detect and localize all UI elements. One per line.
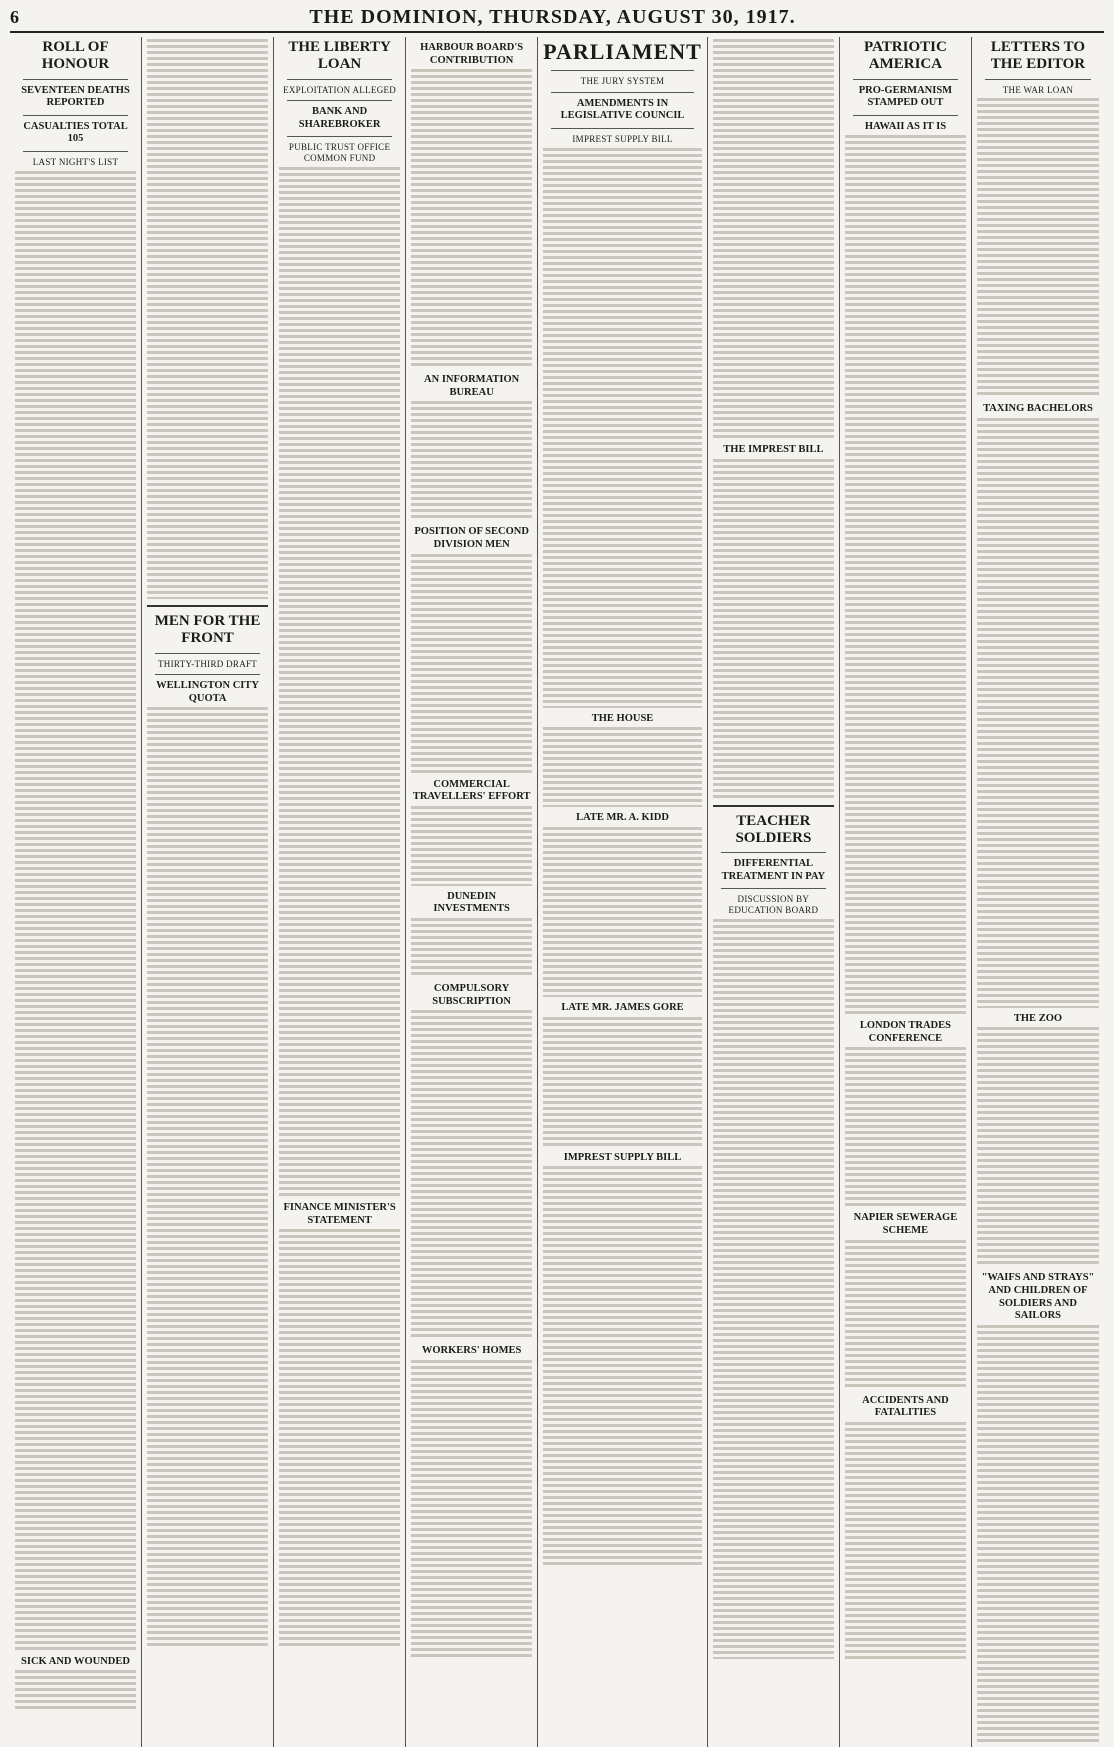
subhead: POSITION OF SECOND DIVISION MEN [414, 526, 529, 550]
column-1 [10, 37, 142, 1747]
body-text [411, 1010, 532, 1340]
subhead: SEVENTEEN DEATHS REPORTED [21, 84, 130, 109]
body-text [411, 918, 532, 978]
headline-roll-of-honour: ROLL OF HONOUR [41, 39, 110, 73]
column-3 [274, 37, 406, 1747]
subhead: EXPLOITATION ALLEGED [283, 84, 397, 95]
column-4 [406, 37, 538, 1747]
column-6 [708, 37, 840, 1747]
subhead: HAWAII AS IT IS [864, 120, 947, 132]
column-8 [972, 37, 1104, 1747]
headline-men-for-front: MEN FOR THE FRONT [154, 613, 261, 647]
body-text [15, 1670, 136, 1710]
subhead: WELLINGTON CITY QUOTA [156, 680, 259, 704]
masthead-title: THE DOMINION, THURSDAY, AUGUST 30, 1917. [309, 6, 796, 28]
headline-liberty-loan: THE LIBERTY LOAN [288, 39, 391, 73]
body-text [543, 827, 702, 997]
body-text [15, 171, 136, 1651]
subhead: LAST NIGHT'S LIST [32, 156, 119, 167]
subhead: PRO-GERMANISM STAMPED OUT [858, 84, 953, 109]
body-text [977, 418, 1099, 1008]
body-text [411, 401, 532, 521]
body-text [543, 1166, 702, 1566]
subhead: PUBLIC TRUST OFFICE COMMON FUND [288, 142, 391, 164]
body-text [543, 148, 702, 708]
subhead: AN INFORMATION BUREAU [424, 374, 520, 398]
body-text [411, 554, 532, 774]
headline-patriotic-america: PATRIOTIC AMERICA [864, 39, 947, 73]
body-text [713, 39, 834, 439]
body-text [713, 459, 834, 799]
subhead: HARBOUR BOARD'S CONTRIBUTION [420, 42, 524, 66]
body-text [411, 806, 532, 886]
body-text [411, 1360, 532, 1660]
body-text [713, 919, 834, 1659]
body-text [543, 727, 702, 807]
subhead: IMPREST SUPPLY BILL [572, 133, 673, 144]
column-5 [538, 37, 708, 1747]
subhead: THE WAR LOAN [1002, 84, 1074, 95]
subhead: LATE MR. A. KIDD [576, 812, 669, 824]
columns [10, 37, 1104, 1667]
body-text [279, 167, 400, 1197]
column-7 [840, 37, 972, 1747]
subhead: AMENDMENTS IN LEGISLATIVE COUNCIL [560, 97, 685, 122]
subhead: DISCUSSION BY EDUCATION BOARD [728, 894, 819, 916]
headline-letters: LETTERS TO THE EDITOR [990, 39, 1086, 73]
subhead: LONDON TRADES CONFERENCE [859, 1020, 951, 1044]
subhead: "WAIFS AND STRAYS" AND CHILDREN OF SOLDIERS AND SAILORS [981, 1272, 1095, 1322]
subhead: IMPREST SUPPLY BILL [563, 1151, 682, 1163]
body-text [977, 1325, 1099, 1745]
body-text [147, 707, 268, 1647]
body-text [543, 1017, 702, 1147]
subhead: THE HOUSE [591, 712, 654, 724]
body-text [147, 39, 268, 599]
masthead [10, 6, 1104, 33]
headline-parliament: PARLIAMENT [543, 39, 702, 64]
subhead: THE JURY SYSTEM [580, 76, 665, 86]
body-text [845, 1047, 966, 1207]
body-text [845, 1422, 966, 1662]
subhead: THE IMPREST BILL [723, 444, 824, 455]
subhead: TAXING BACHELORS [983, 403, 1093, 415]
subhead: ACCIDENTS AND FATALITIES [862, 1394, 949, 1419]
body-text [977, 98, 1099, 398]
body-text [411, 69, 532, 369]
headline-teacher-soldiers: TEACHER SOLDIERS [735, 812, 812, 846]
subhead: CASUALTIES TOTAL 105 [23, 120, 128, 145]
body-text [279, 1229, 400, 1649]
body-text [977, 1027, 1099, 1267]
body-text [845, 1240, 966, 1390]
subhead: BANK AND SHAREBROKER [298, 106, 381, 130]
subhead: SICK AND WOUNDED [21, 1655, 130, 1667]
subhead: NAPIER SEWERAGE SCHEME [853, 1212, 958, 1237]
subhead: COMPULSORY SUBSCRIPTION [432, 982, 512, 1007]
subhead: THE ZOO [1013, 1012, 1063, 1024]
subhead: COMMERCIAL TRAVELLERS' EFFORT [412, 778, 531, 803]
subhead: FINANCE MINISTER'S STATEMENT [283, 1202, 396, 1226]
subhead: THIRTY-THIRD DRAFT [158, 658, 258, 669]
body-text [845, 135, 966, 1015]
subhead: LATE MR. JAMES GORE [561, 1001, 684, 1013]
page-number: 6 [10, 7, 19, 27]
subhead: DIFFERENTIAL TREATMENT IN PAY [721, 858, 826, 882]
column-2 [142, 37, 274, 1747]
subhead: WORKERS' HOMES [421, 1345, 522, 1357]
subhead: DUNEDIN INVESTMENTS [433, 890, 510, 915]
